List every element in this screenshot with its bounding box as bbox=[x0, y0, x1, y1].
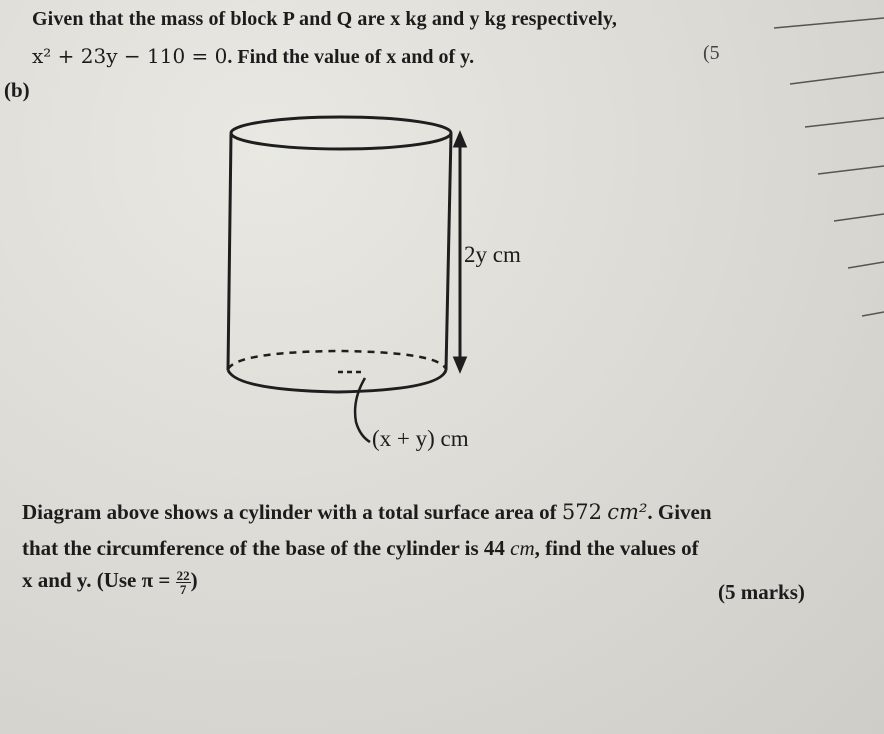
question-line2 bbox=[22, 536, 699, 561]
question-text-3-end: ) bbox=[190, 568, 198, 592]
cylinder-shape bbox=[228, 117, 451, 392]
radius-label: (x + y) cm bbox=[372, 426, 469, 451]
previous-question-marks: (5 bbox=[703, 42, 720, 64]
question-marks: (5 marks) bbox=[718, 580, 805, 604]
quadratic-equation: x² + 23y − 110 = 0 bbox=[32, 44, 228, 68]
circumference-unit: cm bbox=[510, 536, 535, 560]
radius-marker bbox=[338, 372, 370, 442]
height-label: 2y cm bbox=[464, 242, 521, 267]
previous-question-instruction: . Find the value of x and of y. bbox=[227, 46, 475, 68]
question-text-1: Diagram above shows a cylinder with a total surface area of bbox=[22, 500, 562, 524]
surface-area-unit: cm² bbox=[607, 500, 648, 524]
pi-fraction bbox=[176, 569, 191, 596]
surface-area-value: 572 bbox=[561, 500, 603, 524]
question-text-1-end: . Given bbox=[647, 500, 712, 524]
part-label: (b) bbox=[4, 78, 30, 102]
pi-denominator: 7 bbox=[179, 581, 187, 597]
cylinder-left-side bbox=[228, 134, 231, 370]
cylinder-top-ellipse bbox=[231, 117, 451, 149]
question-line1 bbox=[22, 500, 712, 525]
previous-question-line1: Given that the mass of block P and Q are x kg and y kg respectively, bbox=[32, 8, 617, 30]
cylinder-right-side bbox=[446, 134, 451, 370]
cylinder-base-back-dashed bbox=[228, 351, 446, 369]
question-text-2-end: , find the values of bbox=[534, 536, 699, 560]
question-text-2: that the circumference of the base of the cylinder is 44 bbox=[22, 536, 511, 560]
pi-numerator: 22 bbox=[176, 567, 190, 583]
question-line3 bbox=[22, 568, 198, 596]
question-text-3: x and y. (Use π = bbox=[22, 568, 176, 592]
cylinder-base-front bbox=[228, 370, 446, 392]
